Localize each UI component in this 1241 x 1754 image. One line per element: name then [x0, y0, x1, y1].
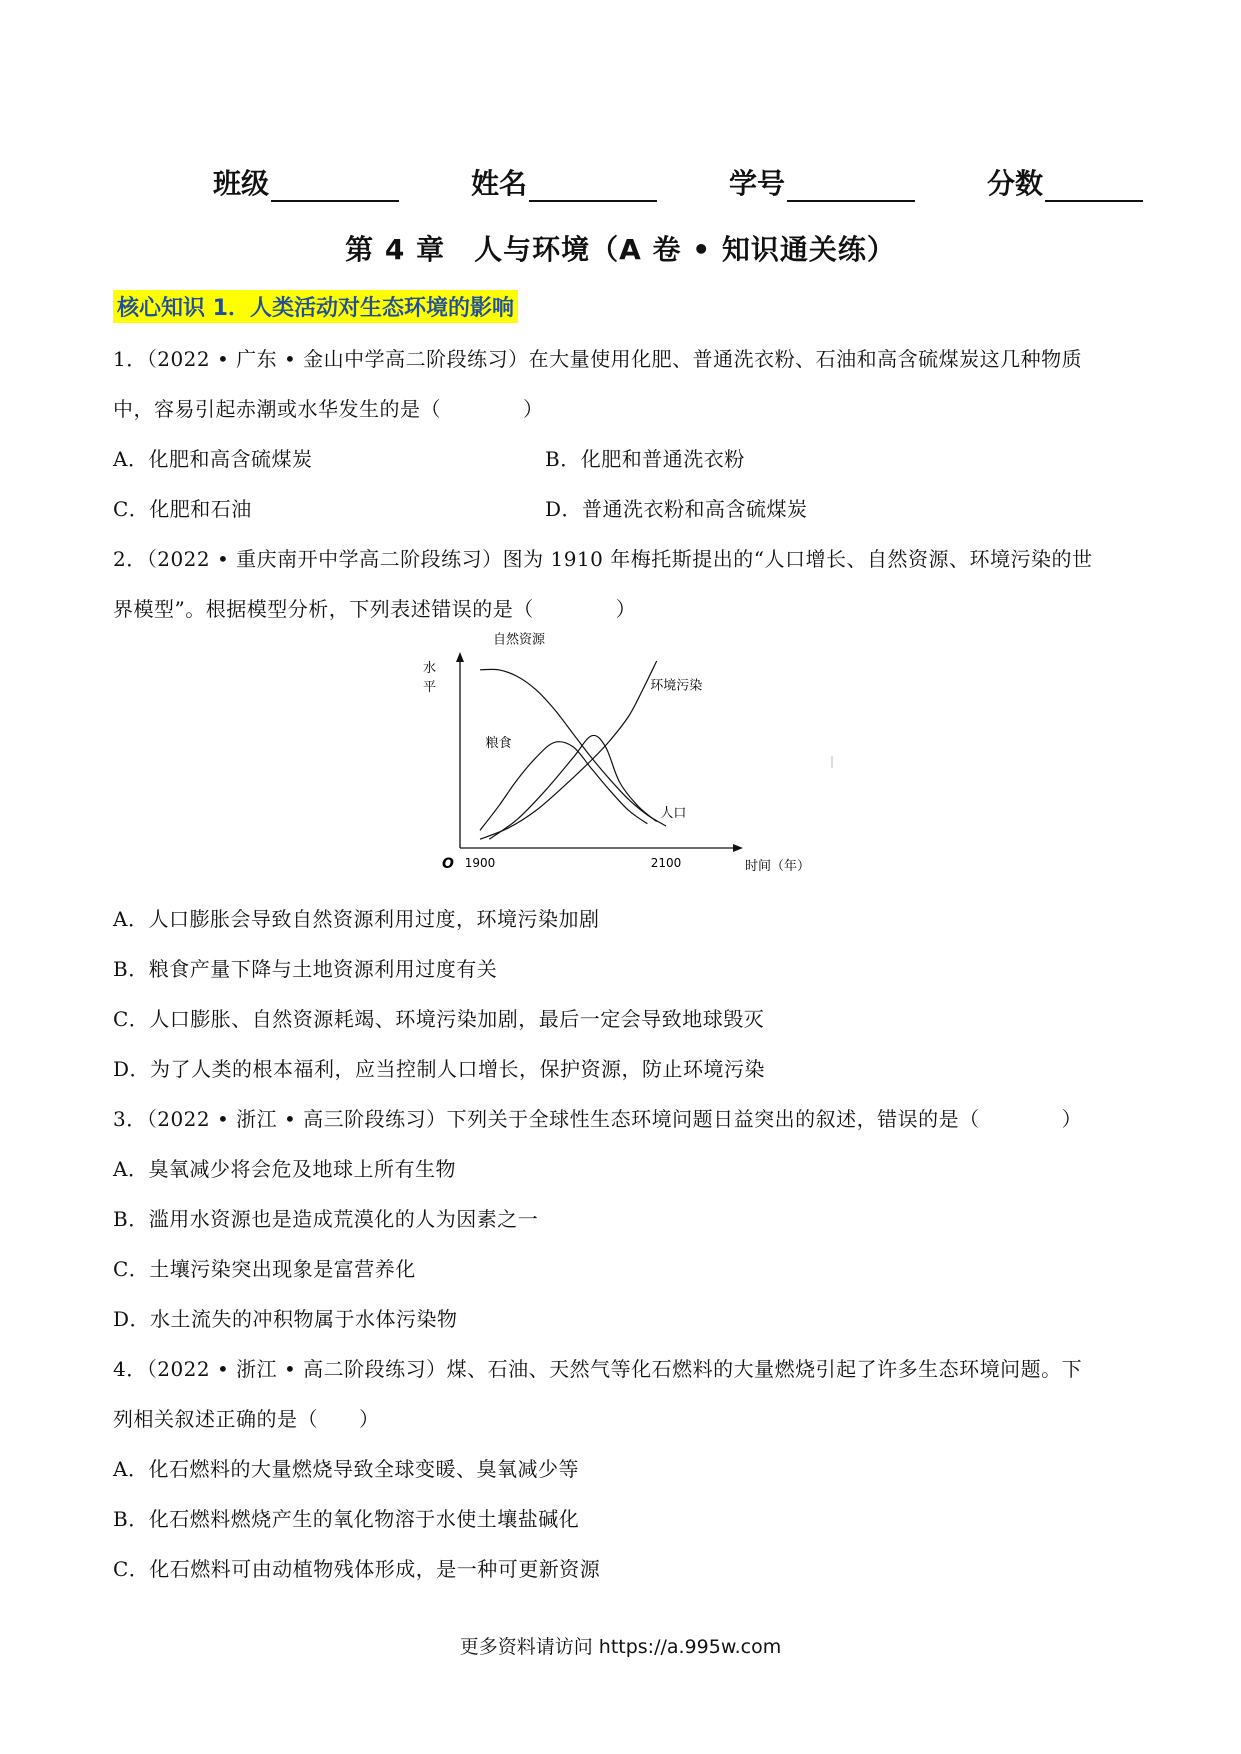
q1-option-a[interactable]: A．化肥和高含硫煤炭 [113, 447, 313, 471]
q1-option-c[interactable]: C．化肥和石油 [113, 497, 252, 521]
chart-axes [423, 652, 810, 874]
class-field [213, 162, 399, 202]
q4-line-1: 4．（2022 • 浙江 • 高二阶段练习）煤、石油、天然气等化石燃料的大量燃烧引起了许多生态环境问题。下 [113, 1357, 1083, 1381]
q2-line-1: 2．（2022 • 重庆南开中学高二阶段练习）图为 1910 年梅托斯提出的“人口增长、自然资源、环境污染的世 [113, 547, 1093, 571]
name-blank[interactable] [529, 168, 657, 202]
q1-line-2: 中，容易引起赤潮或水华发生的是（ ） [113, 397, 544, 421]
q4-option-b[interactable]: B．化石燃料燃烧产生的氧化物溶于水使土壤盐碱化 [113, 1507, 580, 1531]
chapter-title: 第 4 章 人与环境（A 卷 • 知识通关练） [345, 233, 896, 266]
x-tick-1900: 1900 [464, 856, 496, 870]
series-line-3 [489, 735, 656, 839]
x-axis-arrow-icon [733, 844, 743, 852]
y-axis-arrow-icon [456, 652, 464, 662]
q3-option-b[interactable]: B．滥用水资源也是造成荒漠化的人为因素之一 [113, 1207, 539, 1231]
student-id-blank[interactable] [787, 168, 915, 202]
q3-line-1: 3．（2022 • 浙江 • 高三阶段练习）下列关于全球性生态环境问题日益突出的叙述，错误的是（ ） [113, 1107, 1083, 1131]
q3-option-c[interactable]: C．土壤污染突出现象是富营养化 [113, 1257, 416, 1281]
q4-option-c[interactable]: C．化石燃料可由动植物残体形成，是一种可更新资源 [113, 1557, 601, 1581]
score-blank[interactable] [1045, 168, 1143, 202]
q2-option-d[interactable]: D．为了人类的根本福利，应当控制人口增长，保护资源，防止环境污染 [113, 1057, 766, 1081]
series-label-0: 自然资源 [493, 632, 546, 648]
y-axis-label-1: 水 [423, 661, 437, 676]
series-label-3: 人口 [660, 806, 687, 822]
section-heading: 核心知识 1．人类活动对生态环境的影响 [113, 290, 518, 323]
student-id-field [729, 162, 915, 202]
name-field [471, 162, 657, 202]
y-axis-label-2: 平 [423, 680, 437, 695]
class-label: 班级 [213, 167, 270, 200]
q3-option-d[interactable]: D．水土流失的冲积物属于水体污染物 [113, 1307, 458, 1331]
series-label-2: 粮食 [485, 735, 512, 751]
q1-line-1: 1．（2022 • 广东 • 金山中学高二阶段练习）在大量使用化肥、普通洗衣粉、石油和高含硫煤炭这几种物质 [113, 347, 1083, 371]
q1-option-d[interactable]: D．普通洗衣粉和高含硫煤炭 [545, 497, 808, 521]
series-label-1: 环境污染 [650, 678, 703, 694]
q4-option-a[interactable]: A．化石燃料的大量燃烧导致全球变暖、臭氧减少等 [113, 1457, 579, 1481]
q2-line-2: 界模型”。根据模型分析，下列表述错误的是（ ） [113, 597, 637, 621]
q3-option-a[interactable]: A．臭氧减少将会危及地球上所有生物 [113, 1157, 456, 1181]
x-tick-2100: 2100 [650, 856, 682, 870]
world-model-chart [420, 632, 840, 886]
class-blank[interactable] [271, 168, 399, 202]
score-label: 分数 [986, 167, 1043, 200]
student-info-fields [213, 162, 1143, 202]
q1-option-b[interactable]: B．化肥和普通洗衣粉 [545, 447, 745, 471]
score-field [987, 162, 1143, 202]
q2-option-a[interactable]: A．人口膨胀会导致自然资源利用过度，环境污染加剧 [113, 907, 600, 931]
student-id-label: 学号 [728, 167, 785, 200]
origin-label: O [442, 856, 454, 872]
q2-option-c[interactable]: C．人口膨胀、自然资源耗竭、环境污染加剧，最后一定会导致地球毁灭 [113, 1007, 765, 1031]
name-label: 姓名 [470, 167, 527, 200]
q4-line-2: 列相关叙述正确的是（ ） [113, 1407, 380, 1431]
footer-link[interactable]: 更多资料请访问 https://a.995w.com [459, 1636, 782, 1658]
x-axis-label: 时间（年） [745, 859, 811, 874]
q2-option-b[interactable]: B．粮食产量下降与土地资源利用过度有关 [113, 957, 498, 981]
